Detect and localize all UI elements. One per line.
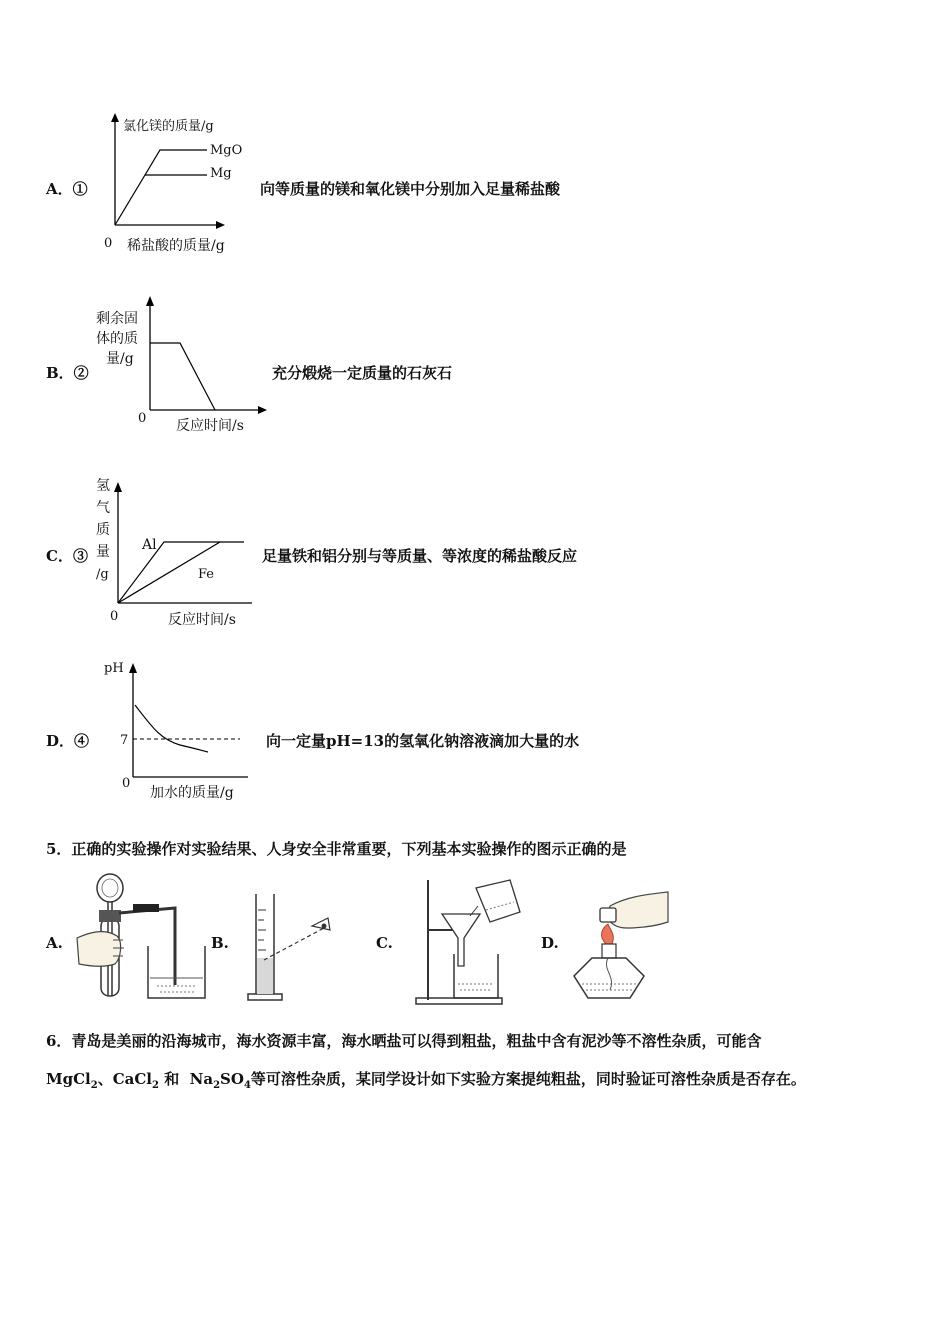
graph-a-origin: 0 xyxy=(104,236,113,251)
curve-mgo xyxy=(115,150,207,225)
q5-image-d-alcohol-lamp xyxy=(568,880,678,1008)
graph-d-ylabel: pH xyxy=(104,661,124,676)
funnel-bulb xyxy=(97,874,123,902)
y-arrow xyxy=(114,482,122,492)
graph-b-ylabel-1: 剩余固 xyxy=(96,311,138,327)
option-b-label: B．② xyxy=(46,364,89,382)
delivery-tube xyxy=(119,908,175,985)
graph-c-ylabel-5: /g xyxy=(96,567,109,582)
lamp-cap xyxy=(600,908,616,922)
q6-line1: 6．青岛是美丽的沿海城市，海水资源丰富，海水晒盐可以得到粗盐，粗盐中含有泥沙等不溶性杂质，可能含 xyxy=(46,1032,762,1050)
q5-option-c-label: C. xyxy=(376,934,393,952)
graph-d xyxy=(100,655,265,805)
series-al-label: Al xyxy=(142,537,157,553)
sight-line xyxy=(264,928,324,960)
q6-line2: MgCl$_2$、CaCl$_2$ 和 $Na_2SO_4$等可溶性杂质，某同学设计如下实验方案提纯粗盐，同时验证可溶性杂质是否存在。 xyxy=(46,1070,806,1091)
q5-option-b-label: B. xyxy=(211,934,229,952)
option-b-desc: 充分煅烧一定质量的石灰石 xyxy=(272,364,453,382)
option-a-label: A．① xyxy=(46,180,88,198)
funnel xyxy=(442,914,480,966)
graph-b-xlabel: 反应时间/s xyxy=(176,418,244,434)
q5-image-b-cylinder-reading xyxy=(240,890,340,1005)
curve-ph xyxy=(135,705,208,752)
hand xyxy=(77,932,121,967)
graph-c xyxy=(92,470,262,630)
graph-b xyxy=(92,290,272,440)
y-arrow xyxy=(111,113,119,122)
flame-icon xyxy=(602,924,614,944)
alcohol-lamp xyxy=(574,958,644,998)
graph-b-origin: 0 xyxy=(138,411,147,426)
graph-d-origin: 0 xyxy=(122,776,131,791)
option-d-label: D．④ xyxy=(46,732,90,750)
series-fe-label: Fe xyxy=(198,567,215,582)
q5-option-a-label: A. xyxy=(46,934,63,952)
graph-c-ylabel-3: 质 xyxy=(96,522,110,538)
y-arrow xyxy=(146,296,154,306)
option-c-label: C．③ xyxy=(46,547,88,565)
y-arrow xyxy=(129,663,137,673)
graph-c-origin: 0 xyxy=(110,609,119,624)
graph-d-xlabel: 加水的质量/g xyxy=(150,785,234,801)
q5-image-a-airtightness xyxy=(75,868,215,1008)
x-arrow xyxy=(216,221,225,229)
graph-a-xlabel: 稀盐酸的质量/g xyxy=(127,238,225,254)
eye-icon xyxy=(312,918,330,930)
graph-b-ylabel-2: 体的质 xyxy=(96,331,138,347)
q5-image-c-filtration xyxy=(410,872,540,1007)
q5-stem: 5．正确的实验操作对实验结果、人身安全非常重要，下列基本实验操作的图示正确的是 xyxy=(46,840,627,858)
graph-c-ylabel-4: 量 xyxy=(96,544,110,560)
option-a-desc: 向等质量的镁和氧化镁中分别加入足量稀盐酸 xyxy=(260,180,561,198)
hand xyxy=(608,892,668,928)
graph-c-xlabel: 反应时间/s xyxy=(168,612,236,628)
graph-c-ylabel-2: 气 xyxy=(96,500,110,516)
graph-a-ylabel: 氯化镁的质量/g xyxy=(123,119,214,134)
pouring-beaker xyxy=(476,880,520,922)
series-mgo-label: MgO xyxy=(210,143,243,158)
option-c-desc: 足量铁和铝分别与等质量、等浓度的稀盐酸反应 xyxy=(262,547,578,565)
series-mg-label: Mg xyxy=(210,166,232,181)
curve-al xyxy=(118,542,244,603)
option-d-desc: 向一定量pH=13的氢氧化钠溶液滴加大量的水 xyxy=(266,732,580,750)
graph-a xyxy=(95,110,255,260)
curve-remaining-solid xyxy=(150,343,215,410)
x-arrow xyxy=(258,406,267,414)
q5-option-d-label: D. xyxy=(541,934,559,952)
graph-c-ylabel-1: 氢 xyxy=(96,478,110,494)
graph-b-ylabel-3: 量/g xyxy=(106,351,134,367)
stopper xyxy=(99,910,121,922)
graph-d-ref-value: 7 xyxy=(120,733,129,748)
